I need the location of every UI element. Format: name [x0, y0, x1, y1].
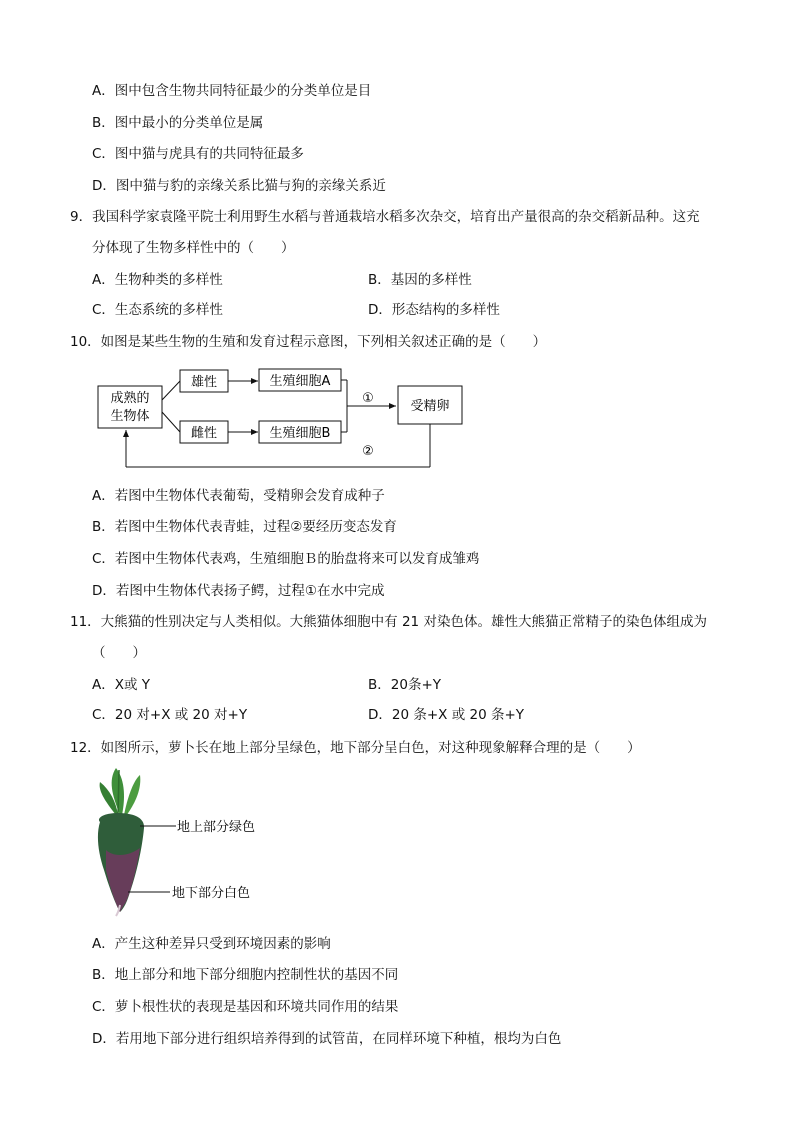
- q11-option-c: C．20 对+X 或 20 对+Y: [92, 707, 248, 723]
- step1-label: ①: [362, 391, 374, 406]
- male-label: 雄性: [190, 375, 218, 390]
- q11-option-b: B．20条+Y: [368, 677, 441, 693]
- q11-stem-line1: 11．大熊猫的性别决定与人类相似。大熊猫体细胞中有 21 对染色体。雄性大熊猫正常精子的染色体组成为: [70, 614, 707, 630]
- q8-option-c: C．图中猫与虎具有的共同特征最多: [92, 146, 304, 162]
- q10-stem: 10．如图是某些生物的生殖和发育过程示意图，下列相关叙述正确的是（ ）: [70, 334, 547, 350]
- step2-label: ②: [362, 444, 374, 459]
- organism-label-line1: 成熟的: [110, 391, 150, 406]
- q9-option-a: A．生物种类的多样性: [92, 272, 223, 288]
- q11-option-a: A．X或 Y: [92, 677, 151, 693]
- q9-option-b: B．基因的多样性: [368, 272, 472, 288]
- organism-label-line2: 生物体: [110, 409, 150, 424]
- q9-stem-line1: 9．我国科学家袁隆平院士利用野生水稻与普通栽培水稻多次杂交，培育出产量很高的杂交稻新品种。这充: [70, 209, 700, 225]
- q8-option-b: B．图中最小的分类单位是属: [92, 115, 264, 131]
- q10-option-a: A．若图中生物体代表葡萄，受精卵会发育成种子: [92, 488, 385, 504]
- q8-option-a: A．图中包含生物共同特征最少的分类单位是目: [92, 83, 372, 99]
- q12-option-c: C．萝卜根性状的表现是基因和环境共同作用的结果: [92, 999, 399, 1015]
- q11-stem-line2: （ ）: [92, 645, 146, 661]
- q9-stem-line2: 分体现了生物多样性中的（ ）: [92, 240, 295, 256]
- zygote-label: 受精卵: [410, 399, 450, 414]
- radish-leaves: [100, 768, 141, 816]
- q9-option-d: D．形态结构的多样性: [368, 302, 500, 318]
- label-below-ground: 地下部分白色: [172, 886, 251, 901]
- female-label: 雌性: [190, 426, 218, 441]
- q12-option-d: D．若用地下部分进行组织培养得到的试管苗，在同样环境下种植，根均为白色: [92, 1031, 562, 1047]
- q10-option-c: C．若图中生物体代表鸡，生殖细胞Ｂ的胎盘将来可以发育成雏鸡: [92, 551, 480, 567]
- cell-a-label: 生殖细胞A: [269, 374, 331, 389]
- q10-option-b: B．若图中生物体代表青蛙，过程②要经历变态发育: [92, 519, 397, 535]
- cell-b-label: 生殖细胞B: [269, 426, 331, 441]
- q11-option-d: D．20 条+X 或 20 条+Y: [368, 707, 525, 723]
- label-above-ground: 地上部分绿色: [177, 820, 256, 835]
- q9-option-c: C．生态系统的多样性: [92, 302, 223, 318]
- q12-stem: 12．如图所示，萝卜长在地上部分呈绿色，地下部分呈白色，对这种现象解释合理的是（ ）: [70, 740, 641, 756]
- q8-option-d: D．图中猫与豹的亲缘关系比猫与狗的亲缘关系近: [92, 178, 386, 194]
- q12-option-b: B．地上部分和地下部分细胞内控制性状的基因不同: [92, 967, 399, 983]
- q10-option-d: D．若图中生物体代表扬子鳄，过程①在水中完成: [92, 583, 385, 599]
- q12-option-a: A．产生这种差异只受到环境因素的影响: [92, 936, 331, 952]
